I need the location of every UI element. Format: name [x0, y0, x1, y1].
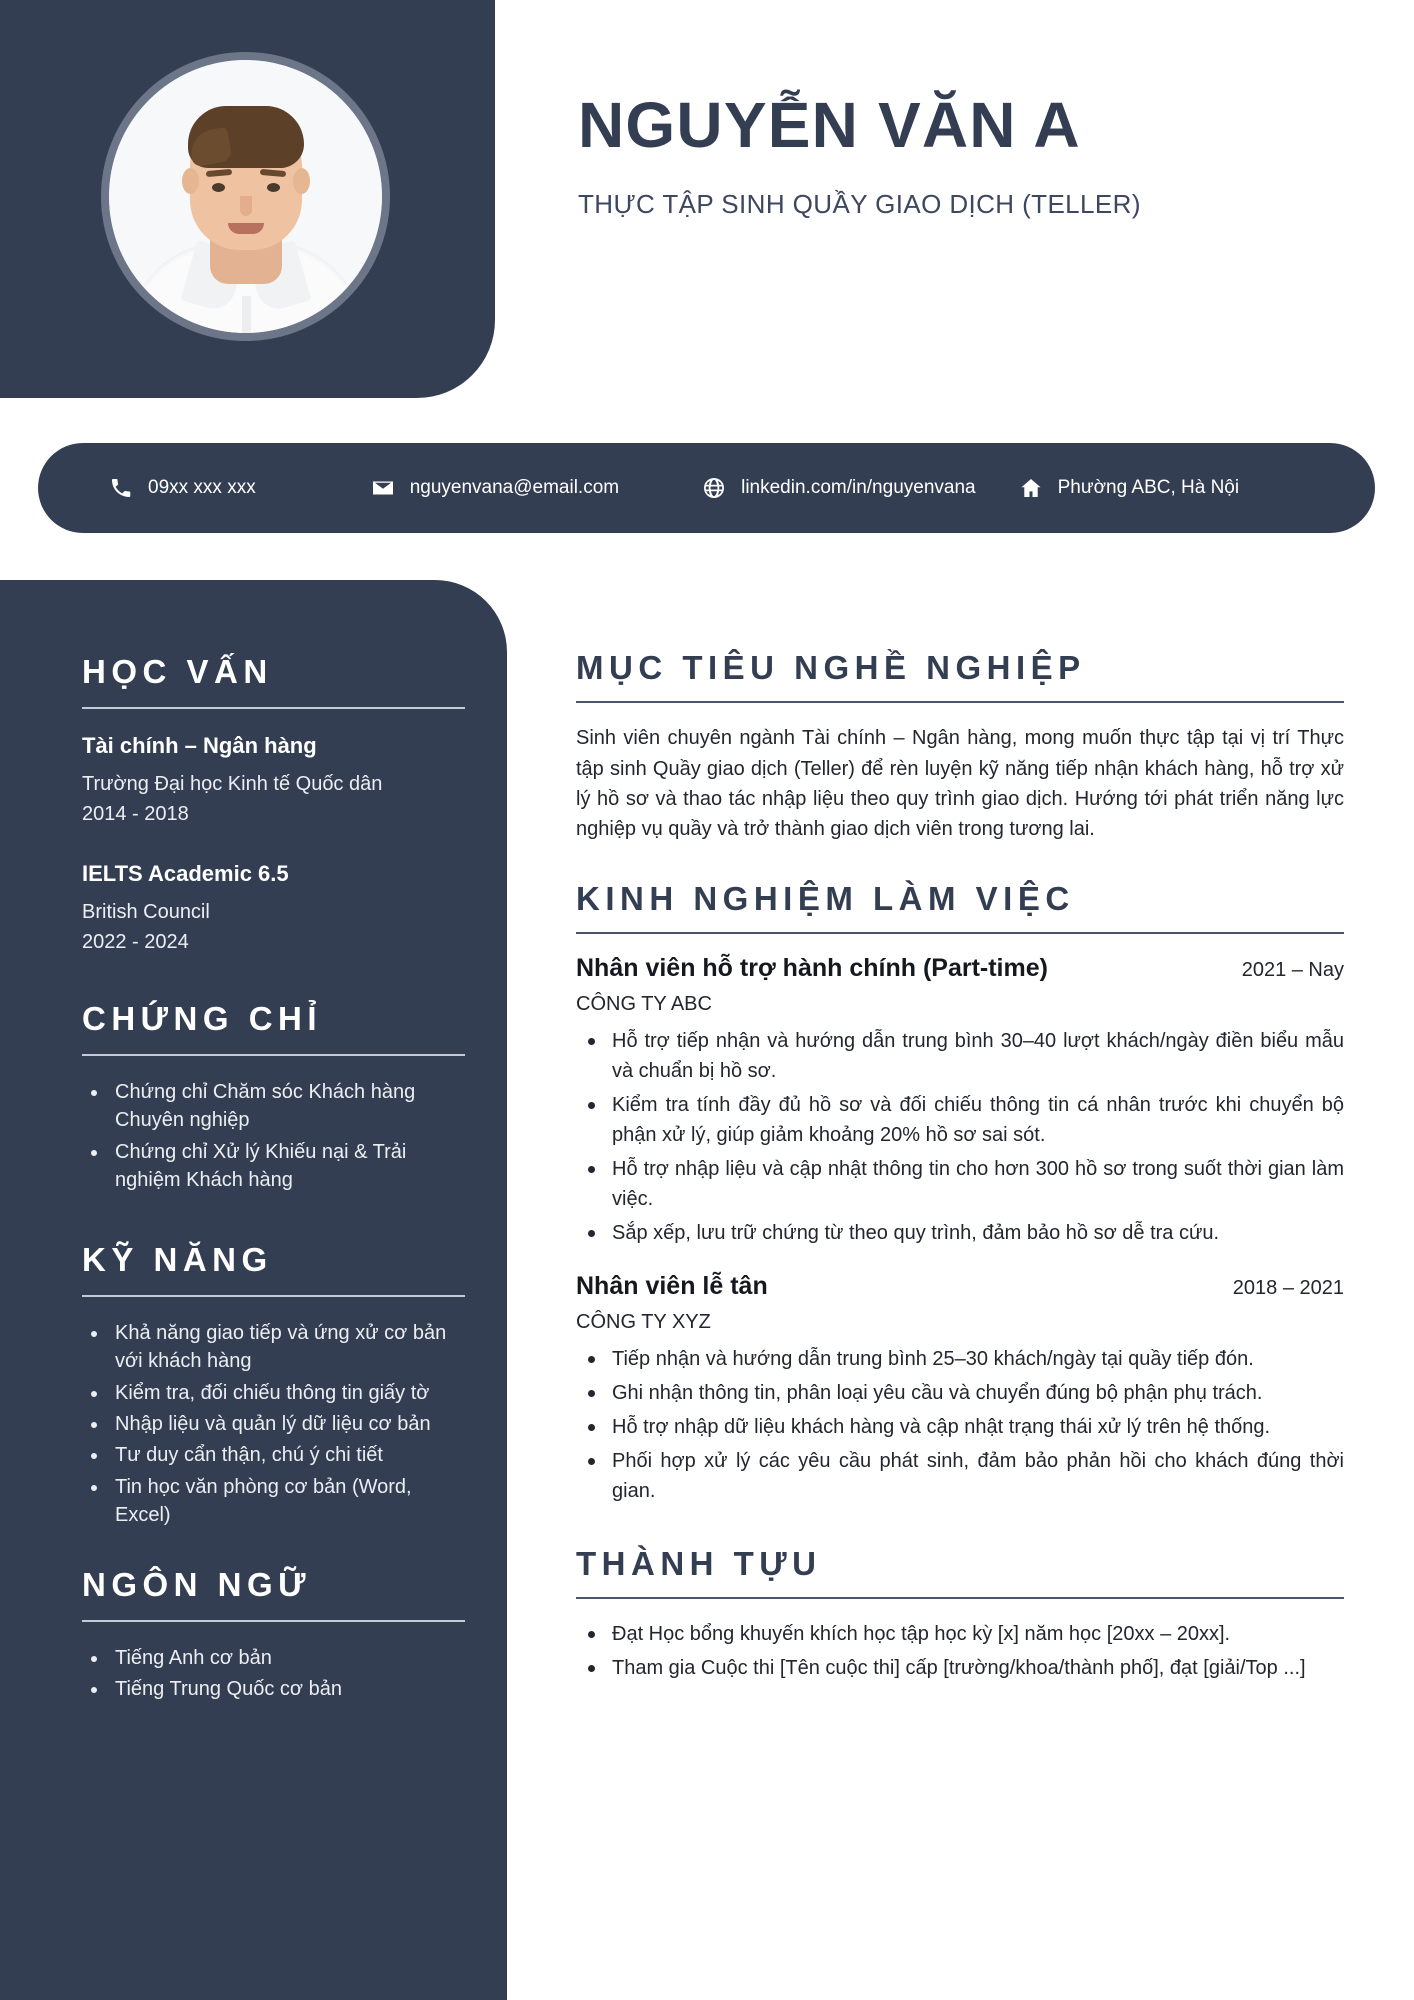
list-item: Tin học văn phòng cơ bản (Word, Excel)	[82, 1473, 465, 1530]
candidate-name: NGUYỄN VĂN A	[578, 89, 1081, 161]
section-divider	[82, 1295, 465, 1297]
section-divider	[576, 1597, 1344, 1599]
job-bullets	[576, 1344, 1344, 1506]
list-item: Kiểm tra tính đầy đủ hồ sơ và đối chiếu thông tin cá nhân trước khi chuyển bộ phận xử lý, giúp giảm khoảng 20% hồ sơ sai sót.	[576, 1090, 1344, 1150]
education-degree: IELTS Academic 6.5	[82, 860, 289, 886]
contact-phone[interactable]	[108, 475, 256, 501]
list-item: Tiếng Trung Quốc cơ bản	[82, 1675, 465, 1703]
list-item: Khả năng giao tiếp và ứng xử cơ bản với khách hàng	[82, 1319, 465, 1376]
section-title-skills: KỸ NĂNG	[82, 1240, 273, 1278]
certificates-list	[82, 1078, 465, 1195]
section-title-experience: KINH NGHIỆM LÀM VIỆC	[576, 879, 1075, 917]
list-item: Hỗ trợ nhập liệu và cập nhật thông tin cho hơn 300 hồ sơ trong suốt thời gian làm việc.	[576, 1154, 1344, 1214]
skills-list	[82, 1319, 465, 1530]
home-icon	[1018, 475, 1044, 501]
section-divider	[82, 1054, 465, 1056]
experience-entry	[576, 954, 1344, 1248]
header-text	[578, 89, 1358, 220]
education-years: 2014 - 2018	[82, 802, 189, 825]
job-header	[576, 954, 1344, 983]
portrait-ear-right	[293, 168, 310, 194]
job-date: 2018 – 2021	[1232, 1277, 1344, 1300]
contact-linkedin[interactable]	[701, 475, 976, 501]
main-column	[576, 650, 1344, 1687]
list-item: Tư duy cẩn thận, chú ý chi tiết	[82, 1441, 465, 1469]
list-item: Tiếng Anh cơ bản	[82, 1644, 465, 1672]
section-divider	[576, 701, 1344, 703]
section-title-certificates: CHỨNG CHỈ	[82, 999, 323, 1037]
list-item: Hỗ trợ tiếp nhận và hướng dẫn trung bình 30–40 lượt khách/ngày điền biểu mẫu và chuẩn bị hồ sơ.	[576, 1026, 1344, 1086]
list-item: Chứng chỉ Chăm sóc Khách hàng Chuyên nghiệp	[82, 1078, 465, 1135]
education-school: British Council	[82, 900, 210, 923]
education-entry	[82, 731, 465, 829]
candidate-job-title: THỰC TẬP SINH QUẦY GIAO DỊCH (TELLER)	[578, 188, 1141, 219]
section-divider	[82, 707, 465, 709]
portrait-ear-left	[182, 168, 199, 194]
sidebar-section-certificates	[82, 1001, 465, 1195]
list-item: Tham gia Cuộc thi [Tên cuộc thi] cấp [trường/khoa/thành phố], đạt [giải/Top ...]	[576, 1653, 1344, 1683]
sidebar	[0, 580, 507, 2000]
header-navy-panel	[0, 0, 495, 398]
job-date: 2021 – Nay	[1241, 959, 1344, 982]
contact-email[interactable]	[370, 475, 619, 501]
list-item: Tiếp nhận và hướng dẫn trung bình 25–30 khách/ngày tại quầy tiếp đón.	[576, 1344, 1344, 1374]
avatar	[101, 52, 390, 341]
education-years: 2022 - 2024	[82, 930, 189, 953]
list-item: Sắp xếp, lưu trữ chứng từ theo quy trình, đảm bảo hồ sơ dễ tra cứu.	[576, 1218, 1344, 1248]
section-title-languages: NGÔN NGỮ	[82, 1565, 312, 1603]
contact-address-value: Phường ABC, Hà Nội	[1057, 477, 1240, 498]
portrait-eye-left	[212, 183, 225, 192]
main-section-achievements	[576, 1546, 1344, 1683]
portrait-eye-right	[267, 183, 280, 192]
main-section-experience	[576, 881, 1344, 1506]
job-bullets	[576, 1026, 1344, 1248]
phone-icon	[108, 475, 134, 501]
objective-text: Sinh viên chuyên ngành Tài chính – Ngân hàng, mong muốn thực tập tại vị trí Thực tập sinh Quầy giao dịch (Teller) để rèn luyện kỹ năng tiếp nhận khách hàng, hỗ trợ xử lý hồ sơ và thao tác nhập liệu theo quy trình giao dịch. Hướng tới phát triển năng lực nghiệp vụ quầy và trở thành giao dịch viên trong tương lai.	[576, 727, 1344, 841]
contact-linkedin-value: linkedin.com/in/nguyenvana	[741, 477, 976, 498]
header	[0, 0, 1414, 400]
section-divider	[82, 1620, 465, 1622]
job-role: Nhân viên lễ tân	[576, 1272, 768, 1301]
list-item: Hỗ trợ nhập dữ liệu khách hàng và cập nhật trạng thái xử lý trên hệ thống.	[576, 1412, 1344, 1442]
sidebar-section-skills	[82, 1242, 465, 1530]
list-item: Ghi nhận thông tin, phân loại yêu cầu và chuyển đúng bộ phận phụ trách.	[576, 1378, 1344, 1408]
portrait-placket	[242, 296, 251, 333]
globe-icon	[701, 475, 727, 501]
job-header	[576, 1272, 1344, 1301]
sidebar-section-education	[82, 654, 465, 957]
section-title-achievements: THÀNH TỰU	[576, 1545, 822, 1583]
main-section-objective	[576, 650, 1344, 845]
list-item: Kiểm tra, đối chiếu thông tin giấy tờ	[82, 1379, 465, 1407]
list-item: Nhập liệu và quản lý dữ liệu cơ bản	[82, 1410, 465, 1438]
list-item: Đạt Học bổng khuyến khích học tập học kỳ [x] năm học [20xx – 20xx].	[576, 1619, 1344, 1649]
list-item: Phối hợp xử lý các yêu cầu phát sinh, đảm bảo phản hồi cho khách đúng thời gian.	[576, 1446, 1344, 1506]
list-item: Chứng chỉ Xử lý Khiếu nại & Trải nghiệm Khách hàng	[82, 1138, 465, 1195]
languages-list	[82, 1644, 465, 1704]
contact-address[interactable]	[1018, 475, 1239, 501]
job-role: Nhân viên hỗ trợ hành chính (Part-time)	[576, 954, 1048, 983]
portrait-nose	[240, 196, 252, 216]
contact-bar	[38, 443, 1375, 533]
education-entry	[82, 859, 465, 957]
contact-phone-value: 09xx xxx xxx	[148, 477, 256, 498]
sidebar-section-languages	[82, 1567, 465, 1704]
section-title-objective: MỤC TIÊU NGHỀ NGHIỆP	[576, 649, 1086, 686]
job-company: CÔNG TY ABC	[576, 993, 712, 1016]
portrait-mouth	[228, 223, 264, 234]
section-divider	[576, 932, 1344, 934]
achievements-list	[576, 1619, 1344, 1683]
envelope-icon	[370, 475, 396, 501]
section-title-education: HỌC VẤN	[82, 653, 273, 690]
education-school: Trường Đại học Kinh tế Quốc dân	[82, 772, 383, 795]
contact-email-value: nguyenvana@email.com	[409, 477, 620, 498]
experience-entry	[576, 1272, 1344, 1506]
portrait-photo	[109, 60, 382, 333]
education-degree: Tài chính – Ngân hàng	[82, 733, 317, 759]
job-company: CÔNG TY XYZ	[576, 1311, 711, 1334]
